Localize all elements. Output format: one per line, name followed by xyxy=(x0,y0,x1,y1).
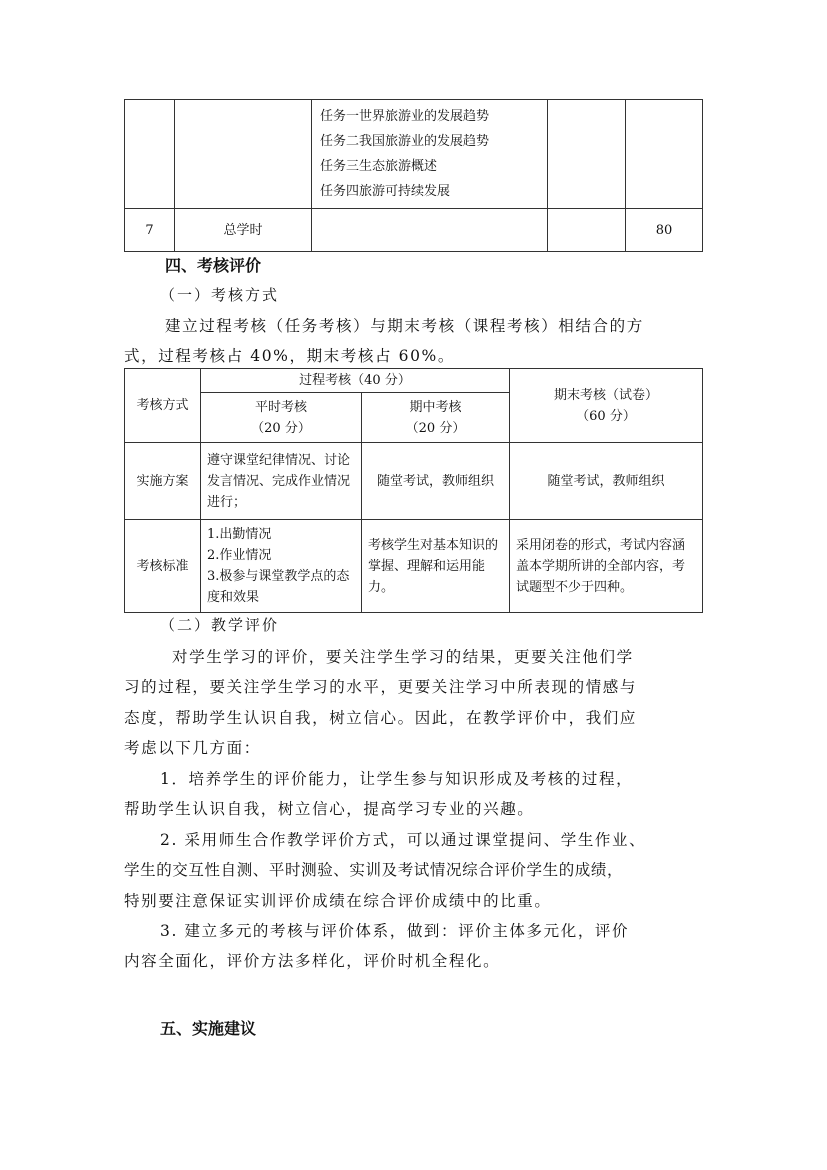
table-cell: 随堂考试，教师组织 xyxy=(510,443,703,520)
usual-title: 平时考核 xyxy=(254,399,307,415)
table-cell xyxy=(175,100,312,209)
total-hours-label: 总学时 xyxy=(175,209,312,252)
table-cell xyxy=(548,209,626,252)
table-cell: 采用闭卷的形式，考试内容涵盖本学期所讲的全部内容，考试题型不少于四种。 xyxy=(510,520,703,613)
column-header: 过程考核（40 分） xyxy=(201,369,510,393)
midterm-title: 期中考核 xyxy=(409,399,462,415)
table-cell xyxy=(201,520,362,613)
paragraph-line: 特别要注意保证实训评价成绩在综合评价成绩中的比重。 xyxy=(124,892,552,910)
paragraph-line: 1．培养学生的评价能力，让学生参与知识形成及考核的过程， xyxy=(160,770,634,788)
section-title: 四、考核评价 xyxy=(165,256,262,275)
column-header xyxy=(201,393,362,443)
paragraph-line: 帮助学生认识自我，树立信心，提高学习专业的兴趣。 xyxy=(124,800,535,818)
list-item: 任务二我国旅游业的发展趋势 xyxy=(320,134,490,149)
curriculum-table xyxy=(124,99,703,252)
row-header: 实施方案 xyxy=(125,443,201,520)
total-hours-value: 80 xyxy=(626,209,703,252)
table-row xyxy=(125,209,703,252)
table-cell xyxy=(548,100,626,209)
final-title: 期末考核（试卷） xyxy=(553,387,658,403)
list-item: 任务一世界旅游业的发展趋势 xyxy=(320,109,490,124)
list-item: 2.作业情况 xyxy=(207,548,272,563)
subsection-title: （二）教学评价 xyxy=(160,616,280,634)
table-cell xyxy=(626,100,703,209)
paragraph-line: 考虑以下几方面： xyxy=(124,739,261,757)
usual-score: （20 分） xyxy=(251,420,311,436)
table-row xyxy=(125,443,703,520)
table-row xyxy=(125,100,703,209)
row-header: 考核方式 xyxy=(125,369,201,443)
row-number: 7 xyxy=(125,209,175,252)
list-item: 任务四旅游可持续发展 xyxy=(320,184,451,199)
final-score: （60 分） xyxy=(576,408,636,424)
list-item: 1.出勤情况 xyxy=(207,527,272,542)
paragraph-line: 学生的交互性自测、平时测验、实训及考试情况综合评价学生的成绩， xyxy=(124,861,624,879)
row-header: 考核标准 xyxy=(125,520,201,613)
paragraph-line: 式，过程考核占 40%，期末考核占 60%。 xyxy=(124,347,455,365)
column-header xyxy=(362,393,510,443)
paragraph-line: 习的过程，要关注学生学习的水平，更要关注学习中所表现的情感与 xyxy=(124,678,638,696)
paragraph-line: 3. 建立多元的考核与评价体系，做到：评价主体多元化，评价 xyxy=(160,922,630,940)
subsection-title: （一）考核方式 xyxy=(160,286,280,304)
table-row xyxy=(125,369,703,393)
midterm-score: （20 分） xyxy=(405,420,466,436)
list-item: 3.极参与课堂教学点的态度和效果 xyxy=(207,569,350,605)
task-list xyxy=(312,100,548,209)
column-header xyxy=(510,369,703,443)
paragraph-line: 内容全面化，评价方法多样化，评价时机全程化。 xyxy=(124,952,501,970)
table-cell: 随堂考试，教师组织 xyxy=(362,443,510,520)
paragraph-line: 态度，帮助学生认识自我，树立信心。因此，在教学评价中，我们应 xyxy=(124,709,638,727)
table-cell xyxy=(125,100,175,209)
table-cell: 考核学生对基本知识的掌握、理解和运用能力。 xyxy=(362,520,510,613)
paragraph-line: 2. 采用师生合作教学评价方式，可以通过课堂提问、学生作业、 xyxy=(160,831,647,849)
list-item: 任务三生态旅游概述 xyxy=(320,159,438,174)
table-cell: 遵守课堂纪律情况、讨论发言情况、完成作业情况进行； xyxy=(201,443,362,520)
assessment-table xyxy=(124,368,703,613)
paragraph-line: 建立过程考核（任务考核）与期末考核（课程考核）相结合的方 xyxy=(165,317,644,335)
paragraph-line: 对学生学习的评价，要关注学生学习的结果，更要关注他们学 xyxy=(172,648,634,666)
section-title: 五、实施建议 xyxy=(160,1019,257,1038)
table-row xyxy=(125,520,703,613)
table-cell xyxy=(312,209,548,252)
